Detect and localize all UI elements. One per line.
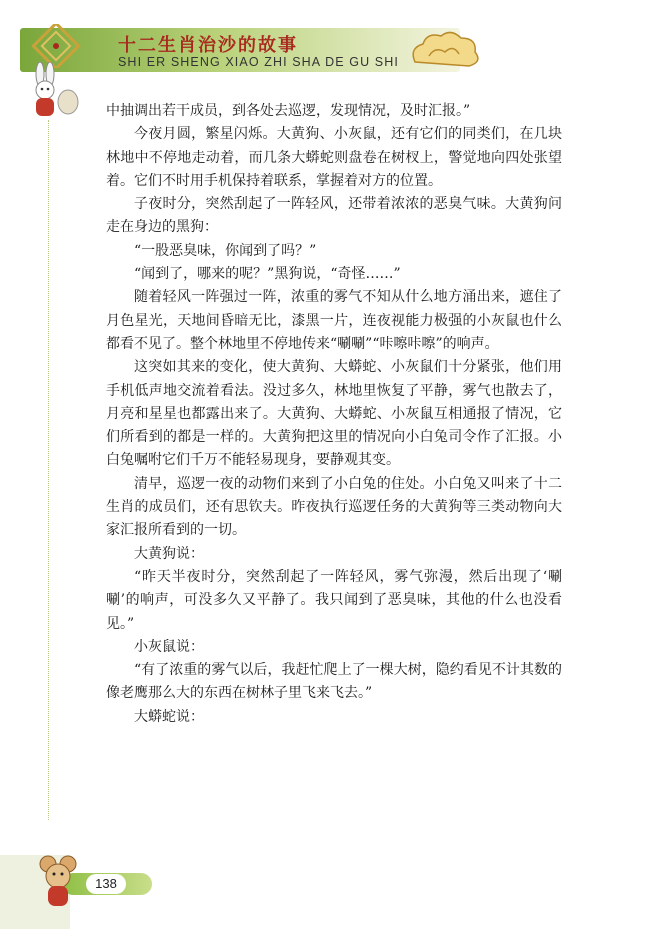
book-title: 十二生肖治沙的故事 bbox=[118, 35, 298, 56]
paragraph: “昨天半夜时分，突然刮起了一阵轻风，雾气弥漫，然后出现了‘唰唰’的响声，可没多久又平静了。我只闻到了恶臭味，其他的什么也没看见。” bbox=[106, 568, 562, 632]
page-number: 138 bbox=[86, 874, 126, 894]
rabbit-mascot-icon bbox=[18, 62, 88, 122]
paragraph: 随着轻风一阵强过一阵，浓重的雾气不知从什么地方涌出来，遮住了月色星光，天地间昏暗无比，漆黑一片，连夜视能力极强的小灰鼠也什么都看不见了。整个林地里不停地传来“唰唰”“咔嚓咔嚓”的响声。 bbox=[106, 289, 562, 352]
paragraph: 今夜月圆，繁星闪烁。大黄狗、小灰鼠，还有它们的同类们，在几块林地中不停地走动着，而几条大蟒蛇则盘卷在树杈上，警觉地向四处张望着。它们不时用手机保持着联系，掌握着对方的位置。 bbox=[106, 126, 562, 189]
paragraph: 小灰鼠说： bbox=[134, 638, 204, 655]
paragraph: 子夜时分，突然刮起了一阵轻风，还带着浓浓的恶臭气味。大黄狗问走在身边的黑狗： bbox=[106, 196, 562, 236]
book-title-pinyin: SHI ER SHENG XIAO ZHI SHA DE GU SHI bbox=[118, 55, 399, 69]
paragraph: 中抽调出若干成员，到各处去巡逻，发现情况，及时汇报。” bbox=[106, 103, 471, 119]
paragraph: 清早，巡逻一夜的动物们来到了小白兔的住处。小白兔又叫来了十二生肖的成员们，还有思钦夫。昨夜执行巡逻任务的大黄狗等三类动物向大家汇报所看到的一切。 bbox=[106, 475, 562, 539]
cloud-ornament-icon bbox=[405, 28, 485, 74]
body-text bbox=[106, 100, 562, 729]
paragraph: “有了浓重的雾气以后，我赶忙爬上了一棵大树，隐约看见不计其数的像老鹰那么大的东西在树林子里飞来飞去。” bbox=[106, 662, 562, 702]
paragraph: “闻到了，哪来的呢？”黑狗说，“奇怪……” bbox=[134, 266, 401, 283]
mouse-mascot-icon bbox=[30, 850, 90, 912]
margin-dotted-line bbox=[48, 120, 49, 820]
paragraph: 这突如其来的变化，使大黄狗、大蟒蛇、小灰鼠们十分紧张，他们用手机低声地交流着看法。没过多久，林地里恢复了平静，雾气也散去了，月亮和星星也都露出来了。大黄狗、大蟒蛇、小灰鼠互相通报了情况，它们所看到的都是一样的。大黄狗把这里的情况向小白兔司令作了汇报。小白兔嘱咐它们千万不能轻易现身，要静观其变。 bbox=[106, 359, 562, 469]
paragraph: 大蟒蛇说： bbox=[134, 708, 204, 725]
paragraph: “一股恶臭味，你闻到了吗？” bbox=[134, 242, 317, 259]
page-header bbox=[0, 0, 665, 110]
paragraph: 大黄狗说： bbox=[134, 545, 204, 562]
